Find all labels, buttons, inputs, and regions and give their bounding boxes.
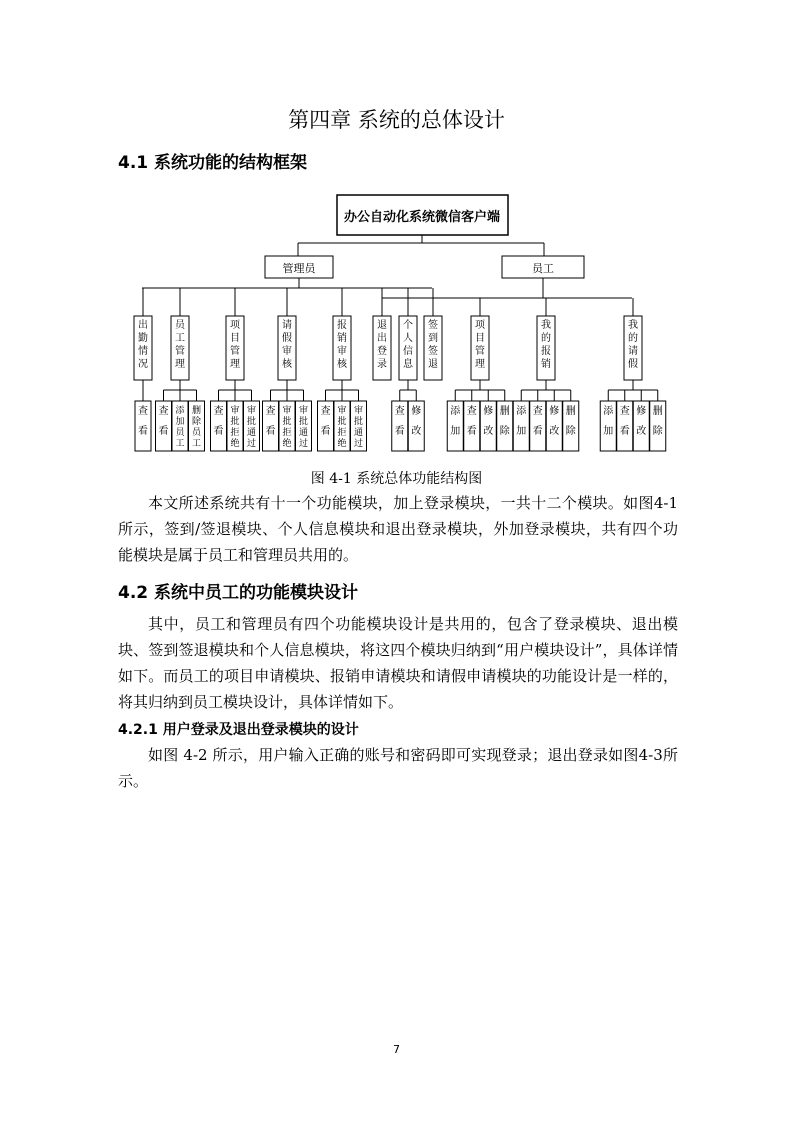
module-label: 我的请假 xyxy=(628,320,638,370)
leaf-label: 添加 xyxy=(516,406,527,437)
module-label: 项目管理 xyxy=(475,320,485,370)
leaf-label: 查看 xyxy=(213,406,224,437)
chapter-title: 第四章 系统的总体设计 xyxy=(288,108,505,132)
section-heading-4-1: 4.1 系统功能的结构框架 xyxy=(118,153,308,173)
section-heading-4-2: 4.2 系统中员工的功能模块设计 xyxy=(118,583,359,603)
leaf-label: 删除员工 xyxy=(191,406,202,449)
leaf-label: 修改 xyxy=(549,406,560,437)
leaf-label: 查看 xyxy=(158,406,169,437)
leaf-label: 查看 xyxy=(394,406,405,437)
paragraph-1: 本文所述系统共有十一个功能模块，加上登录模块，一共十二个模块。如图4-1所示，签到/签退模块、个人信息模块和退出登录模块，外加登录模块，共有四个功能模块是属于员工和管理员共用的。 xyxy=(118,494,678,564)
leaf-label: 添加员工 xyxy=(175,406,185,449)
leaf-label: 删除 xyxy=(565,406,576,437)
leaf-label: 查看 xyxy=(532,406,543,437)
leaf-label: 查看 xyxy=(265,406,276,437)
module-label: 员工管理 xyxy=(175,320,185,370)
module-label: 出勤情况 xyxy=(138,320,148,370)
module-label: 我的报销 xyxy=(541,320,551,370)
manager-label: 管理员 xyxy=(282,262,316,275)
leaf-label: 查看 xyxy=(619,406,630,437)
leaf-label: 修改 xyxy=(483,406,494,437)
module-label: 请假审核 xyxy=(282,320,292,370)
leaf-label: 添加 xyxy=(450,406,461,437)
root-label: 办公自动化系统微信客户端 xyxy=(343,210,501,225)
module-label: 项目管理 xyxy=(230,320,240,370)
leaf-label: 审批拒绝 xyxy=(230,406,240,449)
employee-label: 员工 xyxy=(532,262,554,275)
module-label: 退出登录 xyxy=(377,320,387,370)
leaf-label: 审批通过 xyxy=(298,406,309,449)
leaf-label: 删除 xyxy=(652,406,663,437)
leaf-label: 审批通过 xyxy=(353,406,364,449)
module-label: 个人信息 xyxy=(403,320,413,370)
leaf-label: 修改 xyxy=(636,406,647,437)
leaf-label: 查看 xyxy=(320,406,331,437)
module-label: 签到签退 xyxy=(428,320,438,370)
figure-caption: 图 4-1 系统总体功能结构图 xyxy=(310,471,483,487)
leaf-label: 删除 xyxy=(499,406,510,437)
function-structure-diagram xyxy=(0,0,793,470)
leaf-label: 审批通过 xyxy=(246,406,257,449)
leaf-label: 查看 xyxy=(466,406,477,437)
leaf-label: 审批拒绝 xyxy=(282,406,292,449)
page-number: 7 xyxy=(393,1043,400,1056)
leaf-label: 修改 xyxy=(411,406,422,437)
paragraph-2: 其中，员工和管理员有四个功能模块设计是共用的，包含了登录模块、退出模块、签到签退模块和个人信息模块，将这四个模块归纳到“用户模块设计”，具体详情如下。而员工的项目申请模块、报销申请模块和请假申请模块的功能设计是一样的，将其归纳到员工模块设计，具体详情如下。 xyxy=(118,615,678,711)
paragraph-3: 如图 4-2 所示，用户输入正确的账号和密码即可实现登录；退出登录如图4-3所示。 xyxy=(118,746,678,790)
section-heading-4-2-1: 4.2.1 用户登录及退出登录模块的设计 xyxy=(118,722,359,738)
leaf-label: 审批拒绝 xyxy=(337,406,347,449)
leaf-label: 添加 xyxy=(603,406,614,437)
leaf-label: 查看 xyxy=(138,406,148,437)
module-label: 报销审核 xyxy=(337,320,347,370)
